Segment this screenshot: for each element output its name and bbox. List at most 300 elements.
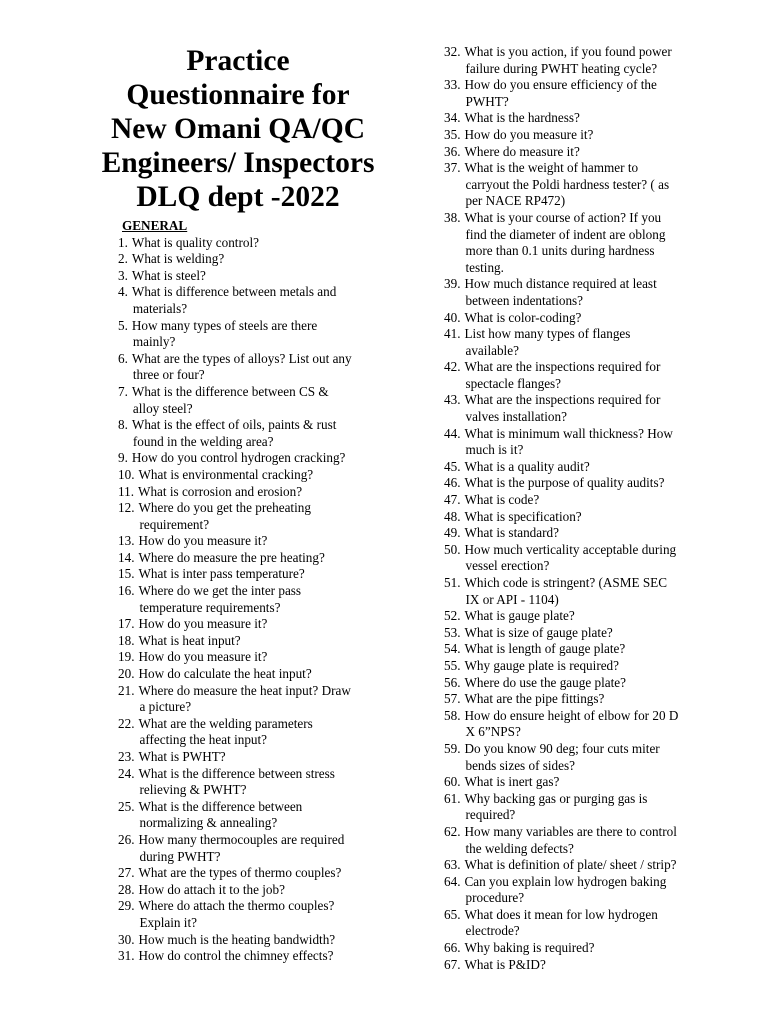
question-text-line: What is gauge plate? (464, 608, 575, 624)
question-number: 58. (444, 707, 461, 723)
question-number: 9. (118, 450, 128, 466)
question-number: 45. (444, 458, 461, 474)
title-line: DLQ dept -2022 (136, 181, 340, 213)
question-item (444, 326, 716, 359)
question-text-line: What are the welding parameters (138, 715, 313, 731)
question-text-line: Why baking is required? (464, 940, 595, 956)
question-text (464, 459, 716, 476)
question-text-line: procedure? (465, 890, 525, 906)
question-text-line: Can you explain low hydrogen baking (464, 873, 667, 889)
question-item (444, 475, 716, 492)
question-text-line: What is quality control? (131, 234, 259, 250)
question-text (132, 417, 388, 450)
question-text (138, 566, 388, 583)
question-text-line: valves installation? (465, 409, 567, 425)
question-text-line: per NACE RP472) (465, 193, 566, 209)
question-item (118, 235, 388, 252)
question-text-line: What is the hardness? (464, 110, 580, 126)
question-list-left (118, 235, 388, 965)
question-text (464, 77, 716, 110)
question-item (444, 77, 716, 110)
question-number: 33. (444, 77, 461, 93)
question-item (444, 658, 716, 675)
question-text-line: What is the purpose of quality audits? (464, 475, 665, 491)
question-text-line: What is your course of action? If you (464, 209, 662, 225)
question-item (444, 857, 716, 874)
question-item (118, 766, 388, 799)
question-text-line: Explain it? (139, 914, 197, 930)
question-item (118, 716, 388, 749)
question-text (464, 774, 716, 791)
question-text-line: How do you measure it? (138, 649, 268, 665)
question-number: 54. (444, 641, 461, 657)
question-item (118, 566, 388, 583)
question-number: 57. (444, 691, 461, 707)
question-text-line: How do calculate the heat input? (138, 666, 312, 682)
question-item (118, 550, 388, 567)
question-number: 10. (118, 466, 135, 482)
question-text-line: X 6”NPS? (465, 724, 521, 740)
question-text (138, 766, 388, 799)
question-number: 63. (444, 857, 461, 873)
question-item (118, 799, 388, 832)
question-text-line: What is definition of plate/ sheet / strip? (464, 857, 677, 873)
document-title (88, 44, 388, 214)
question-number: 7. (118, 383, 128, 399)
question-text-line: found in the welding area? (132, 433, 274, 449)
question-text-line: What is standard? (464, 525, 559, 541)
title-line: New Omani QA/QC (110, 113, 366, 145)
question-text (464, 708, 716, 741)
question-text-line: How do you measure it? (138, 533, 268, 549)
question-item (444, 940, 716, 957)
question-item (444, 957, 716, 974)
question-text (464, 691, 716, 708)
question-text-line: Where do you get the preheating (138, 500, 311, 516)
question-item (118, 450, 388, 467)
question-number: 60. (444, 774, 461, 790)
question-item (444, 110, 716, 127)
question-text (138, 467, 388, 484)
question-text (138, 550, 388, 567)
question-text (464, 608, 716, 625)
question-text (132, 251, 388, 268)
question-text (464, 359, 716, 392)
question-item (118, 749, 388, 766)
question-item (444, 608, 716, 625)
question-text (464, 127, 716, 144)
question-text (138, 832, 388, 865)
question-text (138, 583, 388, 616)
question-text-line: What does it mean for low hydrogen (464, 906, 658, 922)
question-text-line: Where do we get the inter pass (138, 583, 302, 599)
question-item (118, 533, 388, 550)
question-text (138, 948, 388, 965)
question-text-line: What are the types of alloys? List out any (131, 350, 352, 366)
question-text (464, 641, 716, 658)
question-text (464, 957, 716, 974)
question-text-line: PWHT? (465, 93, 509, 109)
question-text (132, 351, 388, 384)
question-text-line: What is the difference between stress (138, 765, 335, 781)
question-text-line: How do you measure it? (464, 126, 594, 142)
question-text-line: How much distance required at least (464, 276, 657, 292)
question-text (138, 749, 388, 766)
question-item (118, 583, 388, 616)
question-text (464, 475, 716, 492)
question-item (118, 882, 388, 899)
question-text (464, 144, 716, 161)
question-text-line: How much verticality acceptable during (464, 541, 677, 557)
question-item (118, 649, 388, 666)
question-text (132, 235, 388, 252)
question-text (464, 525, 716, 542)
question-number: 64. (444, 873, 461, 889)
question-text (138, 898, 388, 931)
question-text (464, 276, 716, 309)
question-text (138, 716, 388, 749)
question-number: 52. (444, 608, 461, 624)
question-item (444, 525, 716, 542)
question-number: 8. (118, 417, 128, 433)
question-text (464, 310, 716, 327)
question-text-line: What are the inspections required for (464, 392, 661, 408)
question-text-line: How do attach it to the job? (138, 881, 285, 897)
question-number: 40. (444, 309, 461, 325)
question-text-line: What is welding? (131, 251, 225, 267)
question-item (444, 459, 716, 476)
question-item (444, 509, 716, 526)
question-text-line: What is specification? (464, 508, 582, 524)
question-number: 61. (444, 790, 461, 806)
question-item (118, 948, 388, 965)
question-text (132, 450, 388, 467)
question-item (118, 284, 388, 317)
question-text-line: What is the effect of oils, paints & rust (131, 417, 337, 433)
question-item (444, 210, 716, 276)
question-item (444, 741, 716, 774)
question-item (444, 625, 716, 642)
question-number: 20. (118, 666, 135, 682)
question-item (118, 666, 388, 683)
question-number: 2. (118, 251, 128, 267)
question-text (138, 882, 388, 899)
question-text-line: What is corrosion and erosion? (138, 483, 303, 499)
question-number: 22. (118, 715, 135, 731)
question-text-line: required? (465, 807, 516, 823)
title-line: Engineers/ Inspectors (101, 147, 375, 179)
question-text-line: between indentations? (465, 292, 584, 308)
question-number: 28. (118, 881, 135, 897)
question-number: 31. (118, 948, 135, 964)
question-text-line: materials? (132, 300, 188, 316)
question-number: 32. (444, 44, 461, 59)
question-number: 23. (118, 749, 135, 764)
question-number: 5. (118, 317, 128, 333)
question-text-line: requirement? (139, 516, 210, 532)
question-item (444, 426, 716, 459)
question-number: 42. (444, 359, 461, 375)
question-item (444, 575, 716, 608)
question-text-line: find the diameter of indent are oblong (465, 226, 666, 242)
question-number: 12. (118, 500, 135, 516)
question-text (138, 649, 388, 666)
question-item (444, 359, 716, 392)
question-text (464, 326, 716, 359)
left-column (118, 218, 388, 965)
question-text-line: Where do measure the heat input? Draw (138, 682, 351, 698)
question-text-line: What is code? (464, 492, 540, 508)
question-item (444, 791, 716, 824)
question-text-line: How many thermocouples are required (138, 831, 345, 847)
question-text-line: List how many types of flanges (464, 326, 631, 342)
question-text (464, 160, 716, 210)
question-text-line: the welding defects? (465, 840, 574, 856)
question-number: 65. (444, 906, 461, 922)
question-item (444, 691, 716, 708)
question-item (118, 616, 388, 633)
question-text-line: What is the difference between CS & (131, 383, 329, 399)
question-text-line: What is heat input? (138, 632, 241, 648)
question-text-line: spectacle flanges? (465, 375, 562, 391)
question-number: 17. (118, 616, 135, 632)
question-number: 46. (444, 475, 461, 491)
question-item (118, 351, 388, 384)
question-item (444, 824, 716, 857)
question-number: 66. (444, 940, 461, 956)
question-number: 53. (444, 624, 461, 640)
question-text-line: failure during PWHT heating cycle? (465, 60, 658, 76)
question-text-line: What are the inspections required for (464, 359, 661, 375)
question-text (138, 683, 388, 716)
question-text-line: available? (465, 342, 519, 358)
question-number: 18. (118, 632, 135, 648)
question-text-line: Where do measure it? (464, 143, 580, 159)
question-text-line: How many types of steels are there (131, 317, 318, 333)
question-text (464, 741, 716, 774)
question-text-line: Why backing gas or purging gas is (464, 790, 648, 806)
question-number: 4. (118, 284, 128, 300)
question-number: 30. (118, 931, 135, 947)
question-item (118, 500, 388, 533)
question-text (464, 675, 716, 692)
question-item (118, 865, 388, 882)
question-number: 55. (444, 657, 461, 673)
question-item (444, 708, 716, 741)
question-text-line: during PWHT? (139, 848, 221, 864)
question-text (464, 44, 716, 77)
question-text-line: normalizing & annealing? (139, 815, 278, 831)
question-text (138, 616, 388, 633)
question-number: 21. (118, 682, 135, 698)
question-number: 43. (444, 392, 461, 408)
question-text (464, 625, 716, 642)
question-number: 48. (444, 508, 461, 524)
question-number: 6. (118, 350, 128, 366)
question-number: 25. (118, 798, 135, 814)
question-text-line: How many variables are there to control (464, 823, 677, 839)
question-text (138, 500, 388, 533)
question-number: 49. (444, 525, 461, 541)
question-text-line: What is color-coding? (464, 309, 582, 325)
question-text (464, 874, 716, 907)
question-text (464, 210, 716, 276)
question-text-line: mainly? (132, 334, 176, 350)
question-text-line: Why gauge plate is required? (464, 657, 620, 673)
question-number: 13. (118, 533, 135, 549)
question-item (444, 310, 716, 327)
question-number: 37. (444, 160, 461, 176)
question-list-right (444, 44, 716, 973)
question-text-line: What is difference between metals and (131, 284, 337, 300)
question-text-line: three or four? (132, 367, 205, 383)
question-item (444, 492, 716, 509)
question-item (444, 907, 716, 940)
question-text (138, 666, 388, 683)
question-item (118, 318, 388, 351)
question-item (444, 542, 716, 575)
question-text (464, 492, 716, 509)
question-text-line: What is inert gas? (464, 774, 560, 790)
question-item (444, 675, 716, 692)
question-text-line: alloy steel? (132, 400, 193, 416)
question-text-line: How do you measure it? (138, 616, 268, 632)
question-text (464, 658, 716, 675)
question-number: 62. (444, 823, 461, 839)
question-number: 44. (444, 425, 461, 441)
question-text (464, 110, 716, 127)
question-text-line: What is PWHT? (138, 749, 226, 764)
question-text (464, 426, 716, 459)
question-text-line: Which code is stringent? (ASME SEC (464, 575, 668, 590)
question-text-line: What is the weight of hammer to (464, 160, 639, 176)
question-text (138, 533, 388, 550)
question-item (444, 874, 716, 907)
question-item (118, 467, 388, 484)
question-number: 56. (444, 674, 461, 690)
question-item (444, 641, 716, 658)
question-number: 50. (444, 541, 461, 557)
question-text (138, 484, 388, 501)
question-number: 29. (118, 898, 135, 914)
question-text-line: temperature requirements? (139, 599, 281, 615)
question-text-line: IX or API - 1104) (465, 591, 559, 607)
question-number: 39. (444, 276, 461, 292)
question-number: 16. (118, 583, 135, 599)
question-text-line: Where do use the gauge plate? (464, 674, 626, 690)
question-text (464, 575, 716, 608)
question-text-line: carryout the Poldi hardness tester? ( as (465, 176, 670, 192)
question-item (118, 832, 388, 865)
question-text-line: testing. (465, 259, 504, 275)
question-item (118, 683, 388, 716)
question-text-line: What is you action, if you found power (464, 44, 672, 59)
question-text (132, 318, 388, 351)
question-item (444, 44, 716, 77)
question-item (118, 268, 388, 285)
question-item (444, 144, 716, 161)
question-number: 11. (118, 483, 134, 499)
question-text-line: bends sizes of sides? (465, 757, 575, 773)
question-text-line: What is steel? (131, 267, 206, 283)
section-heading: GENERAL (122, 218, 188, 233)
question-text-line: What is a quality audit? (464, 458, 590, 474)
question-item (444, 774, 716, 791)
question-item (118, 384, 388, 417)
question-text (464, 791, 716, 824)
question-text-line: much is it? (465, 442, 524, 458)
question-text-line: Do you know 90 deg; four cuts miter (464, 740, 660, 756)
question-text-line: relieving & PWHT? (139, 782, 247, 798)
question-number: 1. (118, 234, 128, 250)
question-text-line: What is environmental cracking? (138, 466, 314, 482)
question-text (132, 268, 388, 285)
question-number: 35. (444, 126, 461, 142)
question-text-line: How do control the chimney effects? (138, 948, 334, 964)
question-text-line: vessel erection? (465, 558, 550, 574)
question-number: 27. (118, 865, 135, 881)
question-text-line: What are the types of thermo couples? (138, 865, 342, 881)
question-number: 14. (118, 549, 135, 565)
question-text (464, 857, 716, 874)
question-number: 26. (118, 831, 135, 847)
question-text-line: Where do attach the thermo couples? (138, 898, 335, 914)
question-number: 36. (444, 143, 461, 159)
question-item (118, 251, 388, 268)
question-item (118, 484, 388, 501)
question-text-line: How do you ensure efficiency of the (464, 77, 657, 93)
question-item (118, 898, 388, 931)
question-item (444, 160, 716, 210)
question-item (118, 932, 388, 949)
question-text (464, 542, 716, 575)
question-number: 47. (444, 492, 461, 508)
question-text-line: What is inter pass temperature? (138, 566, 305, 582)
question-number: 51. (444, 575, 461, 590)
question-number: 3. (118, 267, 128, 283)
question-text-line: What is size of gauge plate? (464, 624, 613, 640)
question-text-line: What is length of gauge plate? (464, 641, 626, 657)
question-text-line: What are the pipe fittings? (464, 691, 605, 707)
question-text (132, 284, 388, 317)
title-line: Practice (186, 45, 290, 77)
title-line: Questionnaire for (126, 79, 350, 111)
right-column (444, 44, 716, 973)
question-number: 67. (444, 956, 461, 972)
question-number: 38. (444, 209, 461, 225)
question-item (444, 392, 716, 425)
question-number: 41. (444, 326, 461, 342)
question-text (464, 392, 716, 425)
question-number: 34. (444, 110, 461, 126)
question-number: 15. (118, 566, 135, 582)
question-text-line: electrode? (465, 923, 520, 939)
question-text-line: What is the difference between (138, 798, 303, 814)
question-text-line: How do ensure height of elbow for 20 D (464, 707, 679, 723)
question-text-line: How do you control hydrogen cracking? (131, 450, 346, 466)
question-item (118, 633, 388, 650)
question-number: 24. (118, 765, 135, 781)
question-item (444, 127, 716, 144)
question-text-line: What is P&ID? (464, 956, 546, 972)
question-text-line: affecting the heat input? (139, 732, 268, 748)
question-text (138, 799, 388, 832)
question-text (138, 932, 388, 949)
question-text (464, 907, 716, 940)
question-number: 59. (444, 740, 461, 756)
question-text (138, 633, 388, 650)
question-text (464, 824, 716, 857)
